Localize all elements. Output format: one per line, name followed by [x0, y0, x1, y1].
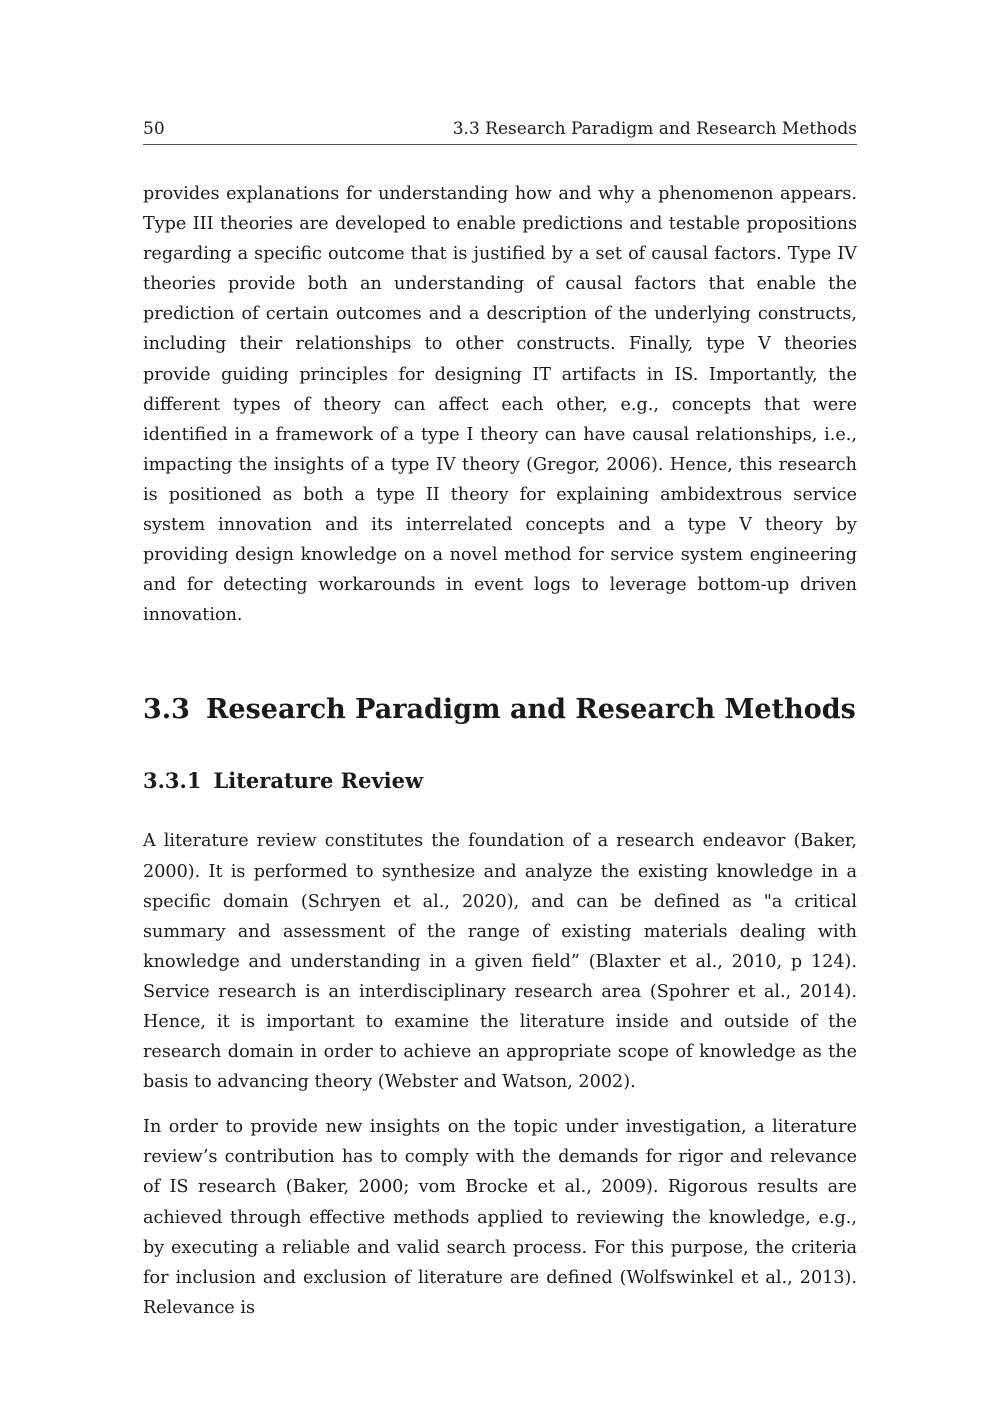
page-number: 50 — [143, 119, 165, 139]
subsection-title: Literature Review — [213, 768, 424, 794]
subsection-number: 3.3.1 — [143, 768, 202, 794]
page — [143, 116, 857, 1323]
body-paragraph-2: A literature review constitutes the foundation of a research endeavor (Baker, 2000). It is performed to synthesize and analyze the existing knowledge in a specific domain (Schryen et al., 2020), and can be defined as "a critical summary and assessment of the range of existing materials dealing with knowledge and understanding in a given field” (Blaxter et al., 2010, p 124). Service research is an interdisciplinary research area (Spohrer et al., 2014). Hence, it is important to examine the literature inside and outside of the research domain in order to achieve an appropriate scope of knowledge as the basis to advancing theory (Webster and Watson, 2002). — [143, 831, 857, 1093]
section-title: Research Paradigm and Research Methods — [205, 694, 856, 726]
body-paragraph-1: provides explanations for understanding how and why a phenomenon appears. Type III theories are developed to enable predictions and testable propositions regarding a specific outcome that is justified by a set of causal factors. Type IV theories provide both an understanding of causal factors that enable the prediction of certain outcomes and a description of the underlying constructs, including their relationships to other constructs. Finally, type V theories provide guiding principles for designing IT artifacts in IS. Importantly, the different types of theory can affect each other, e.g., concepts that were identified in a framework of a type I theory can have causal relationships, i.e., impacting the insights of a type IV theory (Gregor, 2006). Hence, this research is positioned as both a type II theory for explaining ambidextrous service system innovation and its interrelated concepts and a type V theory by providing design knowledge on a novel method for service system engineering and for detecting workarounds in event logs to leverage bottom-up driven innovation. — [143, 184, 857, 626]
section-number: 3.3 — [143, 694, 190, 726]
body-paragraph-3: In order to provide new insights on the topic under investigation, a literature review’s contribution has to comply with the demands for rigor and relevance of IS research (Baker, 2000; vom Brocke et al., 2009). Rigorous results are achieved through effective methods applied to reviewing the knowledge, e.g., by executing a reliable and valid search process. For this purpose, the criteria for inclusion and exclusion of literature are defined (Wolfswinkel et al., 2013). Relevance is — [143, 1117, 857, 1318]
section-heading — [143, 692, 857, 728]
subsection-heading — [143, 766, 857, 796]
running-title: 3.3 Research Paradigm and Research Methods — [452, 119, 857, 139]
running-header — [143, 116, 857, 145]
